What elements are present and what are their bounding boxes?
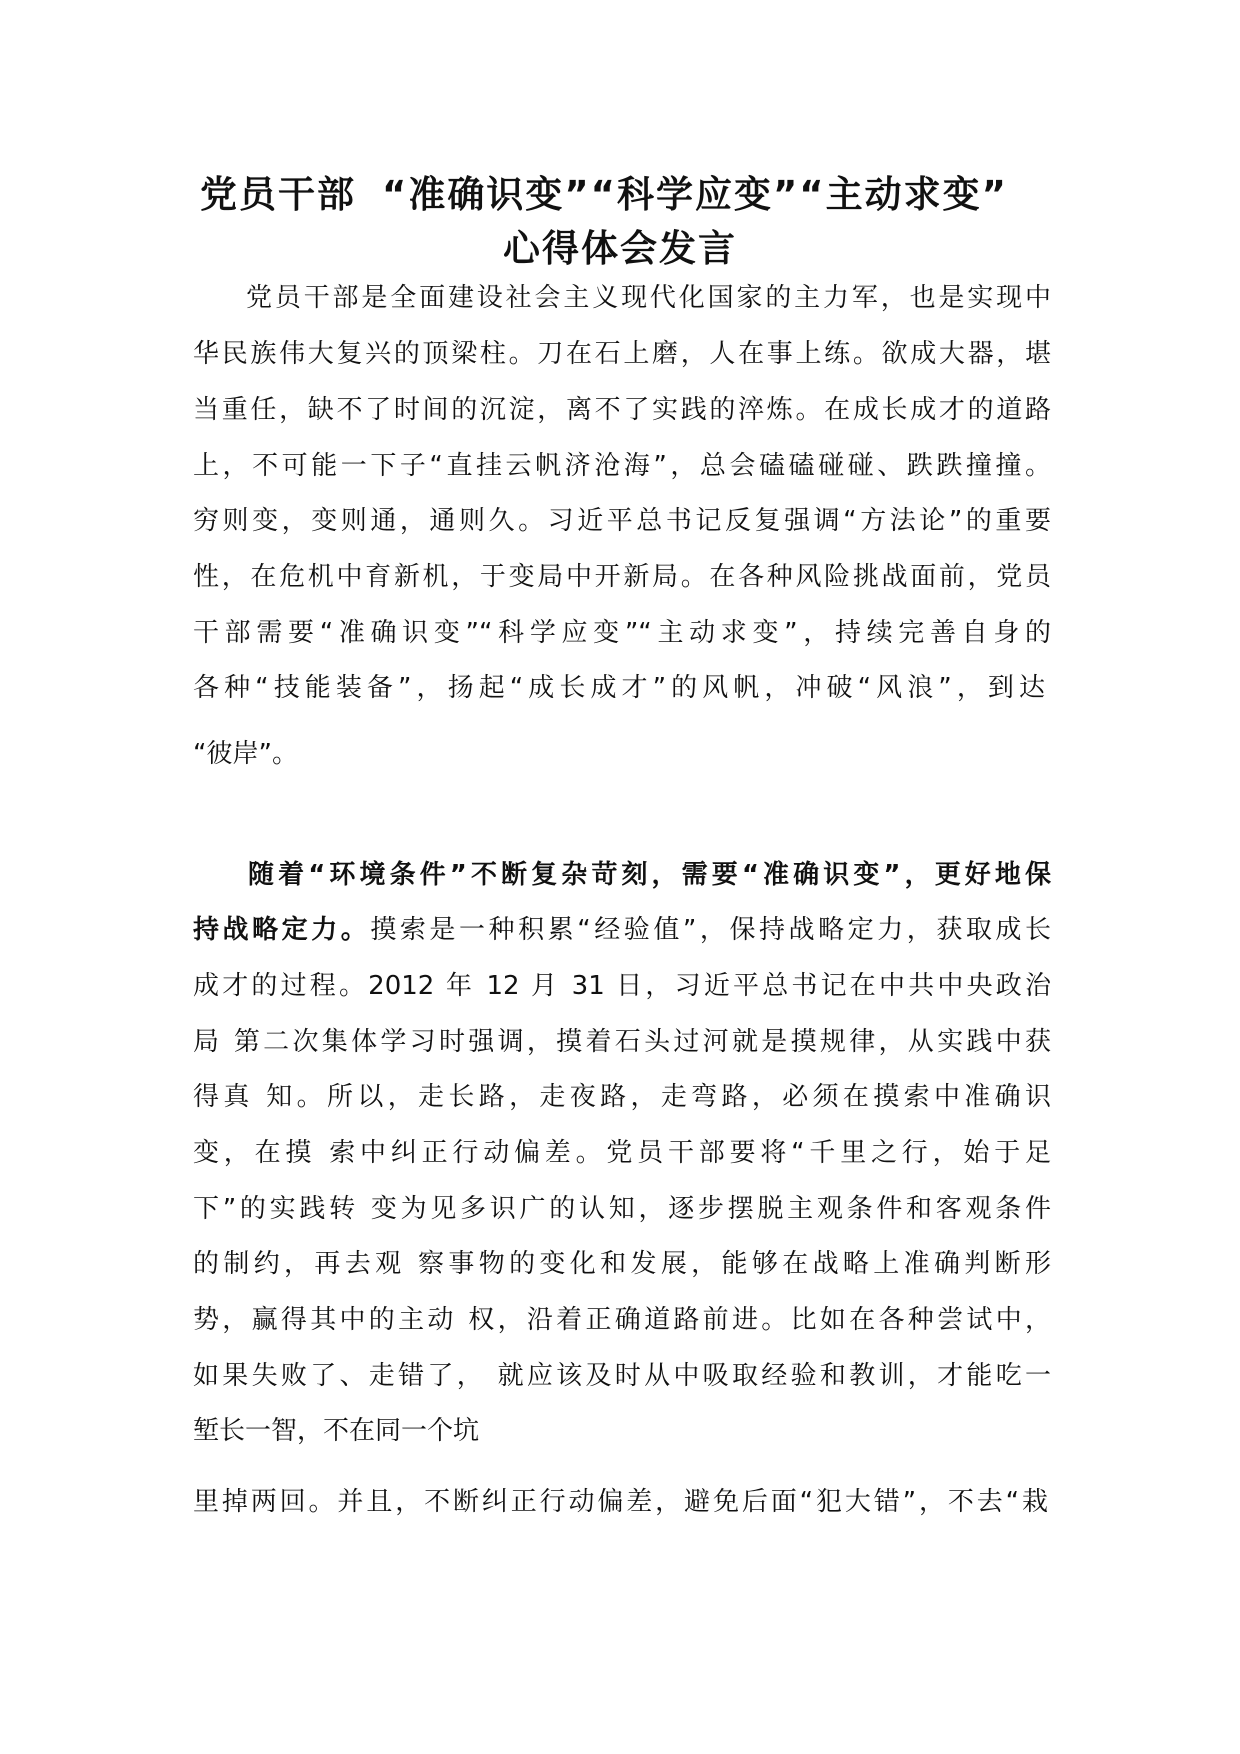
paragraph-2-bold-heading-end: 持战略定力。 — [193, 915, 371, 945]
paragraph-1-line-7: 干部需要“准确识变”“科学应变”“主动求变”，持续完善自身的 — [193, 618, 1051, 648]
paragraph-2-bold-heading: 随着“环境条件”不断复杂苛刻，需要“准确识变”，更好地保 — [248, 860, 1051, 890]
paragraph-2-line-12: 里掉两回。并且，不断纠正行动偏差，避免后面“犯大错”，不去“栽 — [193, 1487, 1048, 1517]
paragraph-2-line-10: 如果失败了、走错了， 就应该及时从中吸取经验和教训，才能吃一 — [193, 1361, 1051, 1391]
paragraph-2-text: 摸索是一种积累“经验值”，保持战略定力，获取成长 — [370, 915, 1051, 945]
paragraph-2-line-1 — [248, 857, 1051, 893]
title-keywords: “准确识变”“科学应变”“主动求变” — [382, 173, 1008, 216]
paragraph-2-line-6: 变，在摸 索中纠正行动偏差。党员干部要将“千里之行，始于足 — [193, 1138, 1051, 1168]
paragraph-1-line-5: 穷则变，变则通，通则久。习近平总书记反复强调“方法论”的重要 — [193, 506, 1051, 536]
document-title-line-2: 心得体会发言 — [503, 227, 737, 270]
paragraph-1-line-3: 当重任，缺不了时间的沉淀，离不了实践的淬炼。在成长成才的道路 — [193, 395, 1051, 425]
paragraph-1-line-9: “彼岸”。 — [193, 739, 298, 769]
paragraph-1-line-1: 党员干部是全面建设社会主义现代化国家的主力军，也是实现中 — [246, 283, 1051, 313]
paragraph-1-line-2: 华民族伟大复兴的顶梁柱。刀在石上磨，人在事上练。欲成大器，堪 — [193, 339, 1051, 369]
paragraph-1-line-4: 上，不可能一下子“直挂云帆济沧海”，总会磕磕碰碰、跌跌撞撞。 — [193, 451, 1051, 481]
paragraph-2-line-2 — [193, 912, 1051, 948]
paragraph-2-line-3: 成才的过程。2012 年 12 月 31 日，习近平总书记在中共中央政治 — [193, 971, 1051, 1001]
paragraph-2-line-11: 堑长一智，不在同一个坑 — [193, 1416, 480, 1446]
paragraph-2-line-5: 得真 知。所以，走长路，走夜路，走弯路，必须在摸索中准确识 — [193, 1082, 1051, 1112]
title-subject: 党员干部 — [200, 173, 356, 216]
paragraph-2-line-9: 势，赢得其中的主动 权，沿着正确道路前进。比如在各种尝试中， — [193, 1305, 1051, 1335]
paragraph-2-line-4: 局 第二次集体学习时强调，摸着石头过河就是摸规律，从实践中获 — [193, 1027, 1051, 1057]
paragraph-2-line-7: 下”的实践转 变为见多识广的认知，逐步摆脱主观条件和客观条件 — [193, 1194, 1051, 1224]
document-title-line-1 — [200, 164, 1008, 218]
paragraph-1-line-8: 各种“技能装备”，扬起“成长成才”的风帆，冲破“风浪”，到达 — [193, 673, 1045, 703]
paragraph-2-line-8: 的制约，再去观 察事物的变化和发展，能够在战略上准确判断形 — [193, 1249, 1051, 1279]
paragraph-1-line-6: 性，在危机中育新机，于变局中开新局。在各种风险挑战面前，党员 — [193, 562, 1051, 592]
